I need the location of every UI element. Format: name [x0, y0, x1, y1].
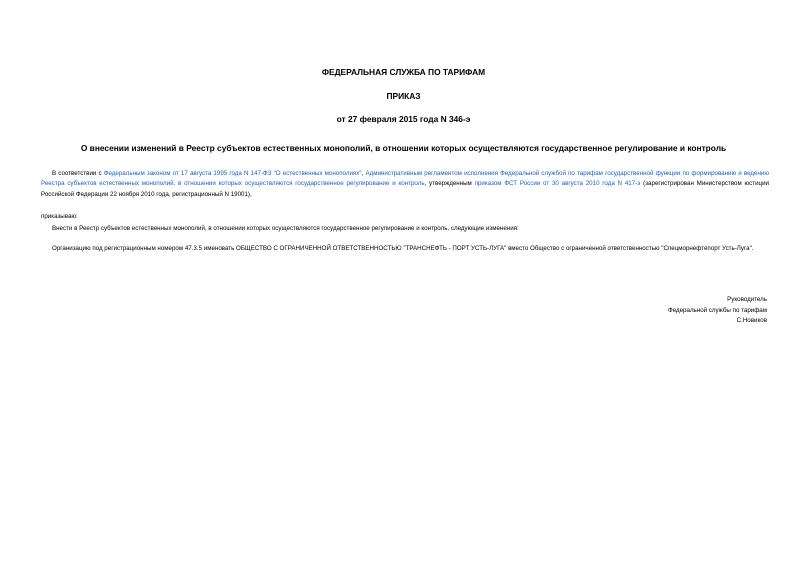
signature-role: Руководитель: [727, 296, 767, 303]
link-admin-regulation[interactable]: Административным регламентом исполнения Федеральной службой по тарифам государственной функции по формированию и ведению Реестра субъектов естественных монополий, в отношении которых осуществляются государственное регулирование и контроль: [41, 170, 770, 188]
signature-block: [668, 295, 767, 327]
paragraph-order-word: приказываю:: [41, 213, 78, 220]
paragraph-basis: [41, 169, 769, 200]
document-title: О внесении изменений в Реестр субъектов естественных монополий, в отношении которых осуществляются государственное регулирование и контроль: [80, 143, 727, 153]
agency-heading: ФЕДЕРАЛЬНАЯ СЛУЖБА ПО ТАРИФАМ: [321, 67, 486, 77]
link-federal-law[interactable]: Федеральным законом от 17 августа 1995 года N 147-ФЗ "О естественных монополиях": [103, 170, 362, 177]
signature-name: С.Новиков: [736, 317, 767, 325]
basis-suffix: (зарегистрирован Министерством юстиции Российской Федерации 22 ноября 2010 года, регистрационный N 19001),: [41, 180, 770, 198]
date-line: от 27 февраля 2015 года N 346-э: [336, 114, 471, 124]
link-fst-order[interactable]: приказом ФСТ России от 30 августа 2010 года N 417-э: [474, 180, 641, 188]
paragraph-changes-intro: Внести в Реестр субъектов естественных монополий, в отношении которых осуществляются государственное регулирование и контроль, следующие изменения:: [52, 225, 519, 232]
signature-org: Федеральной службы по тарифам: [668, 306, 767, 314]
basis-prefix: В соответствии с: [52, 170, 104, 177]
paragraph-rename: Организацию под регистрационным номером 47.3.5 именовать ОБЩЕСТВО С ОГРАНИЧЕННОЙ ОТВЕТСТВЕННОСТЬЮ "ТРАНСНЕФТЬ - ПОРТ УСТЬ-ЛУГА" вместо Общество с ограниченной ответственностью "Спецморнефтепорт Усть-Луга".: [52, 245, 754, 252]
doc-type-heading: ПРИКАЗ: [386, 91, 421, 101]
basis-separator-2: , утвержденным: [424, 180, 475, 188]
basis-separator-1: ,: [361, 170, 366, 177]
